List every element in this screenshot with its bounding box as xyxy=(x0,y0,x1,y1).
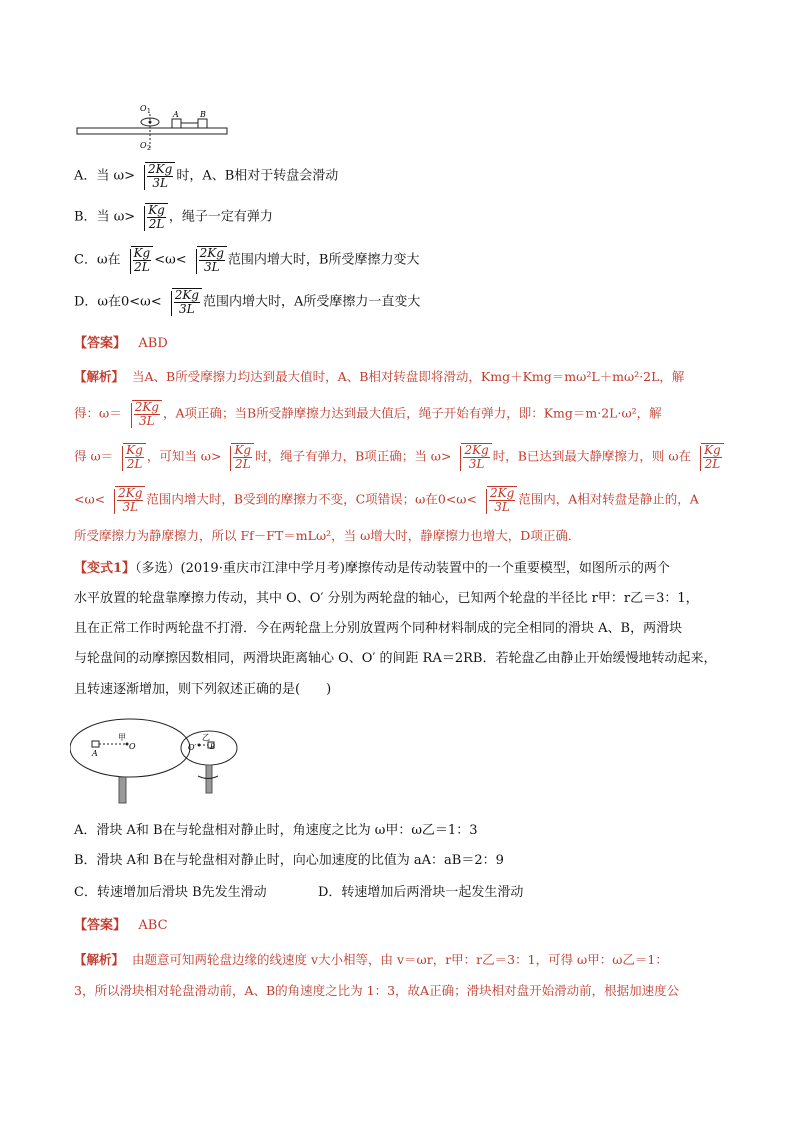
jia-label: 甲 xyxy=(118,733,126,742)
option2-d: D．转速增加后两滑块一起发生滑动 xyxy=(318,885,524,900)
variant-line-3: 且在正常工作时两轮盘不打滑．今在两轮盘上分别放置两个同种材料制成的完全相同的滑块 A、B，两滑块 xyxy=(74,621,683,636)
o2-label: O xyxy=(140,141,147,150)
fig2-b-label: B xyxy=(210,743,216,751)
o2-sub: 2 xyxy=(147,145,151,152)
turntable-figure xyxy=(72,100,242,155)
analysis-1-line-2: 得：ω＝ $\frac{2Kg}{3L}$ ，A项正确；当B所受静摩擦力达到最大值后，绳子开始有弹力，即：Kmg＝m·2L·ω²，解 xyxy=(74,400,662,428)
option-d: D．ω在0<ω< $\frac{2Kg}{3L}$ 范围内增大时，A所受摩擦力一直变大 xyxy=(74,288,421,316)
analysis-1-line-5: 所受摩擦力为静摩擦力，所以 Ff－FT＝mLω²，当 ω增大时，静摩擦力也增大，D项正确． xyxy=(74,528,581,543)
o1-label: O xyxy=(140,104,147,113)
friction-drive-figure xyxy=(70,718,250,813)
variant-line-4: 与轮盘间的动摩擦因数相同，两滑块距离轴心 O、O′ 的间距 RA＝2RB．若轮盘乙由静止开始缓慢地转动起来， xyxy=(74,651,717,666)
yi-label: 乙 xyxy=(202,733,210,742)
a-label: A xyxy=(173,110,179,119)
analysis-1-line-3: 得 ω＝ $\frac{Kg}{2L}$ ，可知当 ω> $\frac{Kg}{2L}$ 时，绳子有弹力，B项正确；当 ω> $\frac{2Kg}{3L}$ 时，B已达到最大静摩擦力，则 ω在 $\frac{Kg}{2L}$ xyxy=(74,443,725,471)
o-label: O xyxy=(129,742,136,751)
analysis-1-line-4: <ω< $\frac{2Kg}{3L}$ 范围内增大时，B受到的摩擦力不变，C项错误；ω在0<ω< $\frac{2Kg}{3L}$ 范围内，A相对转盘是静止的，A xyxy=(74,486,699,514)
analysis-2-line-2: 3，所以滑块相对轮盘滑动前，A、B的角速度之比为 1：3，故A正确；滑块相对盘开始滑动前，根据加速度公 xyxy=(74,983,680,998)
answer-2: 【答案】 ABC xyxy=(74,918,168,933)
option-a: A．当 ω> $\frac{2Kg}{3L}$ 时，A、B相对于转盘会滑动 xyxy=(74,162,339,190)
b-label: B xyxy=(200,110,206,119)
variant-line-2: 水平放置的轮盘靠摩擦力传动，其中 O、O′ 分别为两轮盘的轴心，已知两个轮盘的半径比 r甲：r乙＝3：1， xyxy=(74,591,699,606)
analysis-1-line-1: 【解析】 当A、B所受摩擦力均达到最大值时，A、B相对转盘即将滑动，Kmg＋Kmg＝mω²L＋mω²·2L，解 xyxy=(74,369,685,384)
option-c: C．ω在 $\frac{Kg}{2L}$ <ω< $\frac{2Kg}{3L}$ 范围内增大时，B所受摩擦力变大 xyxy=(74,246,420,274)
fig2-a-label: A xyxy=(92,749,98,758)
o-prime-label: O′ xyxy=(188,743,197,752)
option2-c: C．转速增加后滑块 B先发生滑动 xyxy=(74,885,267,900)
variant-line-1: 【变式1】（多选）(2019·重庆市江津中学月考)摩擦传动是传动装置中的一个重要模型，如图所示的两个 xyxy=(74,561,670,576)
o1-sub: 1 xyxy=(147,108,151,115)
analysis-2-line-1: 【解析】 由题意可知两轮盘边缘的线速度 v大小相等，由 v＝ωr，r甲：r乙＝3：1，可得 ω甲：ω乙＝1： xyxy=(74,952,668,967)
answer-1: 【答案】 ABD xyxy=(74,336,168,351)
option-b: B．当 ω> $\frac{Kg}{2L}$ ，绳子一定有弹力 xyxy=(74,203,273,231)
option2-a: A．滑块 A和 B在与轮盘相对静止时，角速度之比为 ω甲：ω乙＝1：3 xyxy=(74,823,478,838)
variant-line-5: 且转速逐渐增加，则下列叙述正确的是( ) xyxy=(74,682,332,697)
option2-b: B．滑块 A和 B在与轮盘相对静止时，向心加速度的比值为 aA：aB＝2：9 xyxy=(74,853,504,868)
